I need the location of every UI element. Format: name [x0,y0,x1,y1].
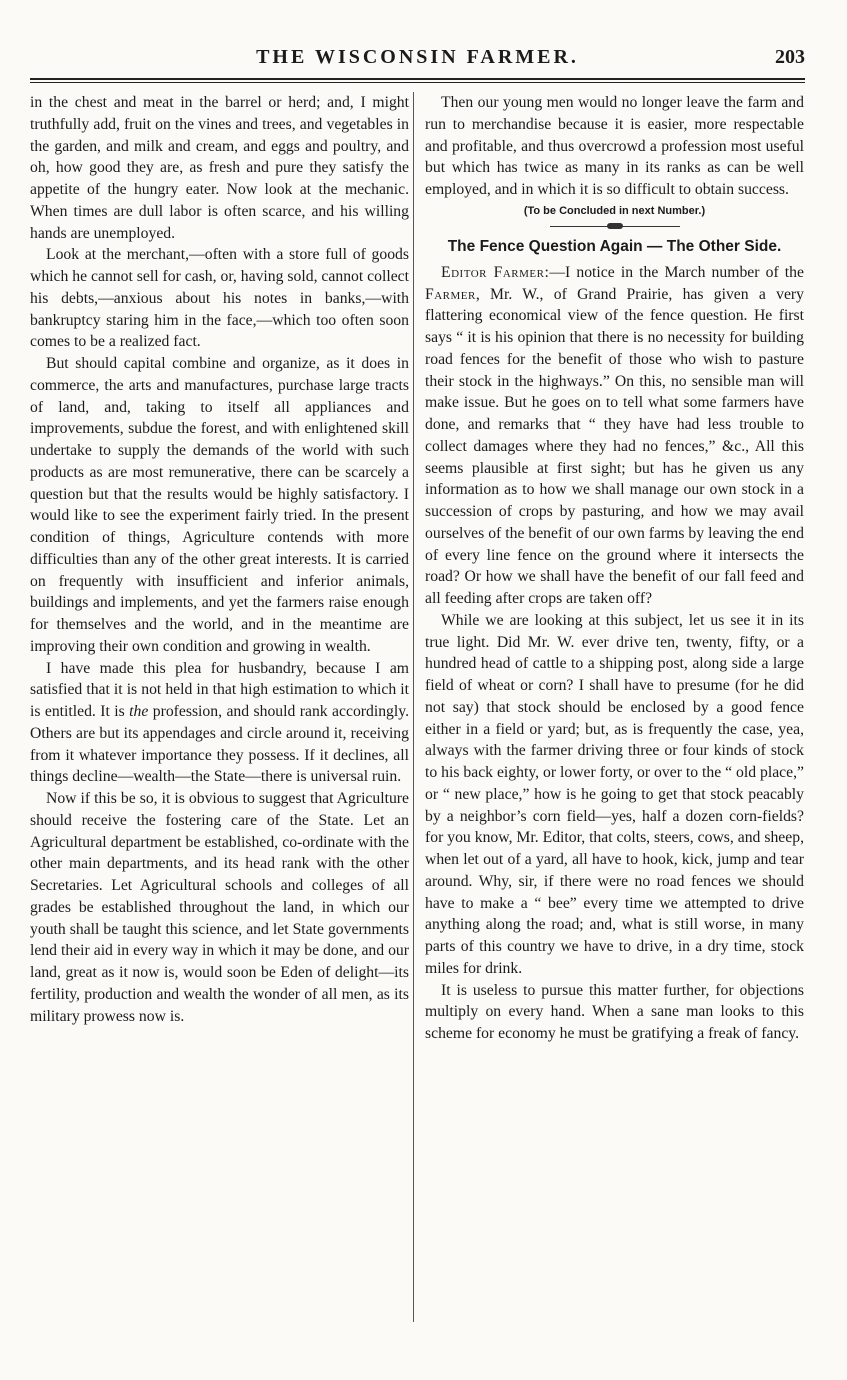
paragraph: Look at the merchant,—often with a store full of goods which he cannot sell for cash, or, having sold, cannot collect his debts,—anxious about his notes in banks,—with bankruptcy staring him in the face,—which too often soon comes to be a realized fact. [30,246,409,351]
intro-farmer: Farmer [425,285,476,303]
running-header [30,46,805,76]
page-number: 203 [775,46,805,68]
plea-text-start: I have made this plea for husbandry, because I am satisfied that it is not held in that high estimation to which it is entitled. It is [30,659,409,720]
plea-text-end: profession, and should rank accordingly. Others are but its appendages and circle around it, receiving from it whatever importance they possess. If it declines, all things decline—wealth—the State—there is universal ruin. [30,703,410,786]
intro-text-a: —I notice in the March number of the [549,263,804,281]
journal-title: THE WISCONSIN FARMER. [256,46,579,68]
salutation: Editor Farmer: [441,263,550,281]
to-be-concluded-note: (To be Concluded in next Number.) [523,204,706,217]
paragraph: But should capital combine and organize, as it does in commerce, the arts and manufactures, purchase large tracts of land, and, taking to itself all appliances and improvements, subdue the forest, and with enlightened skill undertake to supply the demands of the world with such products as are most remunerative, there can be scarcely a question but that the results would be highly satisfactory. I would like to see the experiment fairly tried. In the present condition of things, Agriculture contends with more difficulties than any of the other great interests. It is carried on frequently with insufficient and inferior animals, buildings and implements, and yet the farmers raise enough for themselves and the world, and in the meantime are improving their own condition and growing in wealth. [30,355,409,655]
section-ornament [550,223,680,229]
paragraph-plea [30,658,409,789]
intro-text-b: , Mr. W., of Grand Prairie, has given a very flattering economical view of the fence question. He first says “ it is his opinion that there is no necessity for building road fences for the benefit of those who wish to pasture their stock in the highways.” On this, no sensible man will make issue. But he goes on to tell what some farmers have done, and remarks that “ they have had less trouble to collect damages where they had no fences,” &c., All this seems plausible at first sight; but has he given us any information as to how we shall manage our own stock in a succession of crops by pasturing, and how we may avail ourselves of the benefit of our own farms by leaving the end of every line fence on the ground where it intersects the road? Or how we shall have the benefit of our fall feed and all feeding after crops are taken off? [425,285,804,607]
intro-paragraph [425,262,804,610]
column-divider [413,92,414,1322]
left-column [30,92,409,1027]
plea-emphasis: the [129,703,149,720]
paragraph: in the chest and meat in the barrel or herd; and, I might truthfully add, fruit on the vines and trees, and vegetables in the garden, and milk and cream, and eggs and poultry, and oh, how good they are, as fresh and pure they satisfy the appetite of the hungry eater. Now look at the mechanic. When times are dull labor is often scarce, and his willing hands are unemployed. [30,94,409,242]
paragraph: Now if this be so, it is obvious to suggest that Agriculture should receive the fostering care of the State. Let an Agricultural department be established, co-ordinate with the other main departments, and its head rank with the other Secretaries. Let Agricultural schools and colleges of all grades be established throughout the land, in which our youth shall be taught this science, and let State governments lend their aid in every way in which it may be done, and our land, great as it now is, would soon be Eden of delight—its fertility, production and wealth the wonder of all men, as its military prowess now is. [30,790,409,1025]
continuation-paragraph: Then our young men would no longer leave the farm and run to merchandise because it is easier, more respectable and profitable, and thus overcrowd a profession most useful but which has twice as many in its ranks as can be well employed, and in which it is so difficult to obtain success. [425,94,804,198]
article-title: The Fence Question Again — The Other Side. [447,237,782,255]
paragraph: While we are looking at this subject, let us see it in its true light. Did Mr. W. ever drive ten, twenty, fifty, or a hundred head of cattle to a shipping post, along side a large field of wheat or corn? I shall have to presume (for he did not say) that stock should be enclosed by a good fence either in a field or yard; but, as is frequently the case, yea, always with the farmer driving three or four kinds of stock to his back eighty, or lower forty, or over to the “ old place,” or “ new place,” how is he going to get that stock peacably by a neighbor’s corn field—yes, half a dozen corn-fields? for you know, Mr. Editor, that colts, steers, cows, and sheep, when let out of a yard, all have to hook, kick, jump and tear around. Why, sir, if there were no road fences we should have to make a “ bee” every time we attempted to drive anything along the road; and, what is still worse, in many parts of this country we have to drive, in a dry time, stock miles for drink. [425,611,804,977]
header-rule [30,78,805,83]
paragraph: It is useless to pursue this matter further, for objections multiply on every hand. When a sane man looks to this scheme for economy he must be gratifying a freak of fancy. [425,981,804,1042]
right-column [425,92,804,1045]
